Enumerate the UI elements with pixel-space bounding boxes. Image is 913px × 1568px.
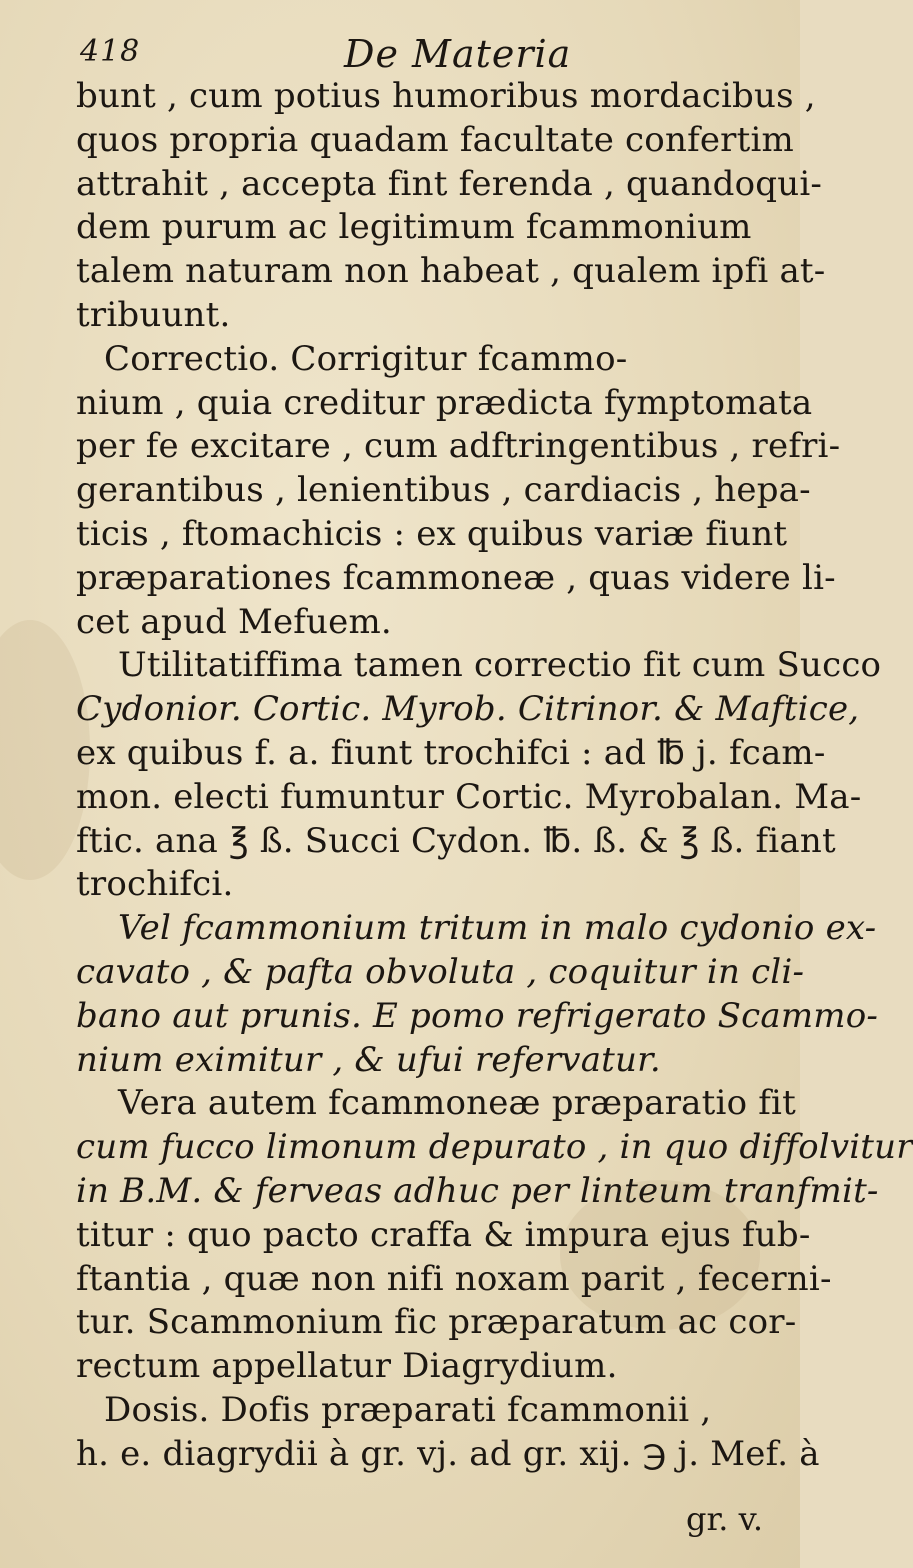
body-text bbox=[76, 75, 913, 1477]
text-line: per fe excitare , cum adftringentibus , refri- bbox=[76, 426, 841, 467]
text-line: ex quibus f. a. fiunt trochifci : ad ℔ j. fcam- bbox=[76, 732, 826, 773]
text-line: nium , quia creditur prædicta fymptomata bbox=[76, 382, 813, 423]
text-line: dem purum ac legitimum fcammonium bbox=[76, 207, 752, 248]
text-line: mon. electi fumuntur Cortic. Myrobalan. Ma- bbox=[76, 776, 862, 817]
page-number: 418 bbox=[80, 34, 141, 69]
text-line: in B.M. & ferveas adhuc per linteum tranfmit- bbox=[76, 1170, 879, 1211]
text-line: nium eximitur , & ufui refervatur. bbox=[76, 1039, 661, 1080]
text-line: talem naturam non habeat , qualem ipfi at- bbox=[76, 251, 826, 292]
text-line: h. e. diagrydii à gr. vj. ad gr. xij. ℈ j. Mef. à bbox=[76, 1433, 820, 1474]
text-line: Cydonior. Cortic. Myrob. Citrinor. & Maftice, bbox=[76, 689, 860, 730]
text-line: ftantia , quæ non nifi noxam parit , fecerni- bbox=[76, 1258, 832, 1299]
text-line: bano aut prunis. E pomo refrigerato Scammo- bbox=[76, 995, 879, 1036]
section-heading-correctio: Correctio. Corrigitur fcammo- bbox=[104, 338, 628, 379]
text-line: ftic. ana ℥ ß. Succi Cydon. ℔. ß. & ℥ ß. fiant bbox=[76, 820, 836, 861]
page-header bbox=[0, 26, 800, 82]
catchword: gr. v. bbox=[686, 1500, 764, 1538]
text-line: titur : quo pacto craffa & impura ejus fub- bbox=[76, 1214, 811, 1255]
text-line: quos propria quadam facultate confertim bbox=[76, 119, 794, 160]
section-heading-dosis: Dosis. Dofis præparati fcammonii , bbox=[104, 1389, 712, 1430]
text-line: rectum appellatur Diagrydium. bbox=[76, 1346, 618, 1387]
text-line: gerantibus , lenientibus , cardiacis , hepa- bbox=[76, 470, 811, 511]
text-line: trochifci. bbox=[76, 864, 234, 905]
text-line: cavato , & pafta obvoluta , coquitur in cli- bbox=[76, 951, 805, 992]
text-line: tur. Scammonium fic præparatum ac cor- bbox=[76, 1302, 797, 1343]
text-line: attrahit , accepta fint ferenda , quandoqui- bbox=[76, 163, 823, 204]
text-line: tribuunt. bbox=[76, 294, 231, 335]
running-title: De Materia bbox=[344, 32, 572, 76]
text-line: ticis , ftomachicis : ex quibus variæ fiunt bbox=[76, 513, 788, 554]
text-line: cet apud Mefuem. bbox=[76, 601, 392, 642]
text-line: Utilitatiffima tamen correctio fit cum Succo bbox=[118, 645, 882, 686]
text-line: bunt , cum potius humoribus mordacibus , bbox=[76, 76, 816, 116]
text-line: cum fucco limonum depurato , in quo diffolvitur bbox=[76, 1127, 913, 1168]
text-line: præparationes fcammoneæ , quas videre li- bbox=[76, 557, 836, 598]
text-line: Vera autem fcammoneæ præparatio fit bbox=[118, 1083, 796, 1124]
text-line: Vel fcammonium tritum in malo cydonio ex- bbox=[118, 908, 877, 949]
